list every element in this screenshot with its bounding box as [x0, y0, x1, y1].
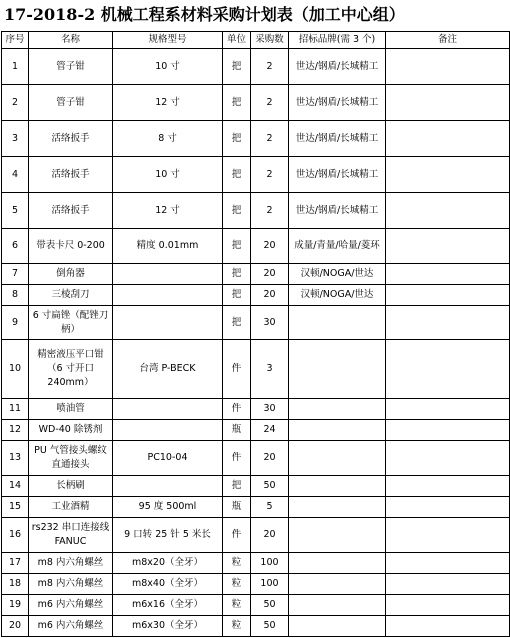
cell-note [386, 49, 510, 85]
cell-name: rs232 串口连接线 FANUC [29, 518, 113, 553]
cell-spec [113, 476, 223, 497]
cell-unit: 把 [223, 476, 251, 497]
table-row [2, 264, 510, 285]
cell-note [386, 399, 510, 420]
cell-name: 倒角器 [29, 264, 113, 285]
cell-unit: 把 [223, 157, 251, 193]
cell-index: 9 [2, 306, 29, 340]
table-row [2, 340, 510, 399]
cell-unit: 把 [223, 285, 251, 306]
cell-name: m6 内六角螺丝 [29, 616, 113, 637]
cell-qty: 2 [251, 85, 289, 121]
cell-unit: 把 [223, 306, 251, 340]
table-row [2, 497, 510, 518]
cell-index: 13 [2, 441, 29, 476]
cell-name: m6 内六角螺丝 [29, 595, 113, 616]
cell-note [386, 595, 510, 616]
cell-brand [289, 595, 386, 616]
cell-note [386, 553, 510, 574]
cell-qty: 20 [251, 518, 289, 553]
cell-spec: 12 寸 [113, 193, 223, 229]
cell-unit: 把 [223, 264, 251, 285]
cell-qty: 20 [251, 285, 289, 306]
cell-brand [289, 420, 386, 441]
cell-spec: m8x20（全牙） [113, 553, 223, 574]
page-title: 17-2018-2 机械工程系材料采购计划表（加工中心组） [4, 5, 405, 24]
cell-name: m8 内六角螺丝 [29, 574, 113, 595]
cell-qty: 2 [251, 157, 289, 193]
cell-qty: 24 [251, 420, 289, 441]
cell-unit: 件 [223, 518, 251, 553]
cell-brand [289, 399, 386, 420]
cell-brand [289, 616, 386, 637]
cell-spec: 精度 0.01mm [113, 229, 223, 264]
cell-index: 6 [2, 229, 29, 264]
cell-brand [289, 306, 386, 340]
cell-note [386, 574, 510, 595]
cell-index: 12 [2, 420, 29, 441]
cell-note [386, 229, 510, 264]
cell-index: 15 [2, 497, 29, 518]
cell-qty: 2 [251, 121, 289, 157]
table-row [2, 553, 510, 574]
table-row [2, 399, 510, 420]
header-brand: 招标品牌(需 3 个) [289, 32, 386, 49]
table-row [2, 49, 510, 85]
cell-note [386, 616, 510, 637]
cell-note [386, 193, 510, 229]
cell-unit: 粒 [223, 574, 251, 595]
procurement-table [1, 31, 510, 637]
cell-brand [289, 340, 386, 399]
cell-unit: 粒 [223, 553, 251, 574]
cell-spec: 12 寸 [113, 85, 223, 121]
cell-note [386, 157, 510, 193]
cell-qty: 50 [251, 616, 289, 637]
cell-qty: 5 [251, 497, 289, 518]
cell-index: 2 [2, 85, 29, 121]
table-row [2, 157, 510, 193]
cell-name: 管子钳 [29, 85, 113, 121]
cell-spec [113, 399, 223, 420]
cell-note [386, 518, 510, 553]
table-row [2, 441, 510, 476]
cell-name: PU 气管接头螺纹直通接头 [29, 441, 113, 476]
cell-brand: 世达/钢盾/长城精工 [289, 85, 386, 121]
cell-index: 8 [2, 285, 29, 306]
cell-brand [289, 441, 386, 476]
cell-spec: m6x16（全牙） [113, 595, 223, 616]
cell-index: 18 [2, 574, 29, 595]
table-row [2, 595, 510, 616]
cell-brand: 汉顿/NOGA/世达 [289, 285, 386, 306]
cell-unit: 把 [223, 121, 251, 157]
table-row [2, 518, 510, 553]
cell-qty: 50 [251, 595, 289, 616]
cell-note [386, 121, 510, 157]
cell-spec: 8 寸 [113, 121, 223, 157]
cell-spec: m6x30（全牙） [113, 616, 223, 637]
cell-note [386, 285, 510, 306]
cell-name: 活络扳手 [29, 121, 113, 157]
cell-spec [113, 420, 223, 441]
cell-name: 喷油管 [29, 399, 113, 420]
table-row [2, 229, 510, 264]
cell-note [386, 264, 510, 285]
cell-name: 活络扳手 [29, 157, 113, 193]
cell-unit: 把 [223, 229, 251, 264]
table-row [2, 285, 510, 306]
cell-spec: m8x40（全牙） [113, 574, 223, 595]
cell-note [386, 441, 510, 476]
cell-name: m8 内六角螺丝 [29, 553, 113, 574]
cell-spec: 10 寸 [113, 157, 223, 193]
cell-name: 活络扳手 [29, 193, 113, 229]
cell-unit: 件 [223, 399, 251, 420]
cell-name: 6 寸扁锉（配锉刀柄） [29, 306, 113, 340]
cell-qty: 20 [251, 264, 289, 285]
cell-unit: 粒 [223, 616, 251, 637]
cell-spec: PC10-04 [113, 441, 223, 476]
cell-name: 管子钳 [29, 49, 113, 85]
cell-index: 3 [2, 121, 29, 157]
cell-note [386, 85, 510, 121]
cell-spec: 95 度 500ml [113, 497, 223, 518]
cell-index: 17 [2, 553, 29, 574]
table-row [2, 306, 510, 340]
cell-note [386, 306, 510, 340]
cell-unit: 件 [223, 340, 251, 399]
cell-brand: 世达/钢盾/长城精工 [289, 157, 386, 193]
table-row [2, 420, 510, 441]
cell-qty: 2 [251, 193, 289, 229]
cell-spec [113, 285, 223, 306]
cell-spec: 10 寸 [113, 49, 223, 85]
cell-qty: 30 [251, 399, 289, 420]
cell-brand: 世达/钢盾/长城精工 [289, 193, 386, 229]
header-name: 名称 [29, 32, 113, 49]
table-row [2, 85, 510, 121]
cell-brand [289, 574, 386, 595]
cell-spec: 9 口转 25 针 5 米长 [113, 518, 223, 553]
cell-unit: 把 [223, 85, 251, 121]
cell-spec [113, 306, 223, 340]
cell-unit: 把 [223, 193, 251, 229]
cell-qty: 100 [251, 574, 289, 595]
cell-index: 16 [2, 518, 29, 553]
table-row [2, 574, 510, 595]
cell-unit: 瓶 [223, 497, 251, 518]
cell-qty: 3 [251, 340, 289, 399]
cell-note [386, 340, 510, 399]
cell-qty: 2 [251, 49, 289, 85]
cell-name: WD-40 除锈剂 [29, 420, 113, 441]
cell-brand [289, 476, 386, 497]
header-note: 备注 [386, 32, 510, 49]
cell-brand: 世达/钢盾/长城精工 [289, 121, 386, 157]
cell-brand [289, 497, 386, 518]
cell-qty: 30 [251, 306, 289, 340]
cell-unit: 把 [223, 49, 251, 85]
cell-note [386, 420, 510, 441]
cell-brand: 成量/青量/哈量/菱环 [289, 229, 386, 264]
cell-qty: 20 [251, 229, 289, 264]
cell-brand [289, 553, 386, 574]
cell-index: 1 [2, 49, 29, 85]
cell-index: 4 [2, 157, 29, 193]
cell-spec [113, 264, 223, 285]
cell-note [386, 497, 510, 518]
cell-index: 10 [2, 340, 29, 399]
table-row [2, 193, 510, 229]
cell-spec: 台湾 P-BECK [113, 340, 223, 399]
cell-unit: 件 [223, 441, 251, 476]
cell-index: 11 [2, 399, 29, 420]
cell-unit: 粒 [223, 595, 251, 616]
header-row [2, 32, 510, 49]
header-spec: 规格型号 [113, 32, 223, 49]
cell-name: 三棱刮刀 [29, 285, 113, 306]
cell-index: 7 [2, 264, 29, 285]
cell-brand [289, 518, 386, 553]
header-unit: 单位 [223, 32, 251, 49]
cell-name: 长柄刷 [29, 476, 113, 497]
cell-brand: 世达/钢盾/长城精工 [289, 49, 386, 85]
cell-index: 14 [2, 476, 29, 497]
header-index: 序号 [2, 32, 29, 49]
table-row [2, 121, 510, 157]
cell-name: 带表卡尺 0-200 [29, 229, 113, 264]
cell-name: 工业酒精 [29, 497, 113, 518]
cell-index: 5 [2, 193, 29, 229]
cell-qty: 20 [251, 441, 289, 476]
cell-qty: 50 [251, 476, 289, 497]
cell-unit: 瓶 [223, 420, 251, 441]
cell-name: 精密液压平口钳（6 寸开口 240mm） [29, 340, 113, 399]
table-row [2, 616, 510, 637]
cell-index: 19 [2, 595, 29, 616]
cell-brand: 汉顿/NOGA/世达 [289, 264, 386, 285]
cell-index: 20 [2, 616, 29, 637]
table-row [2, 476, 510, 497]
cell-qty: 100 [251, 553, 289, 574]
header-qty: 采购数 [251, 32, 289, 49]
cell-note [386, 476, 510, 497]
